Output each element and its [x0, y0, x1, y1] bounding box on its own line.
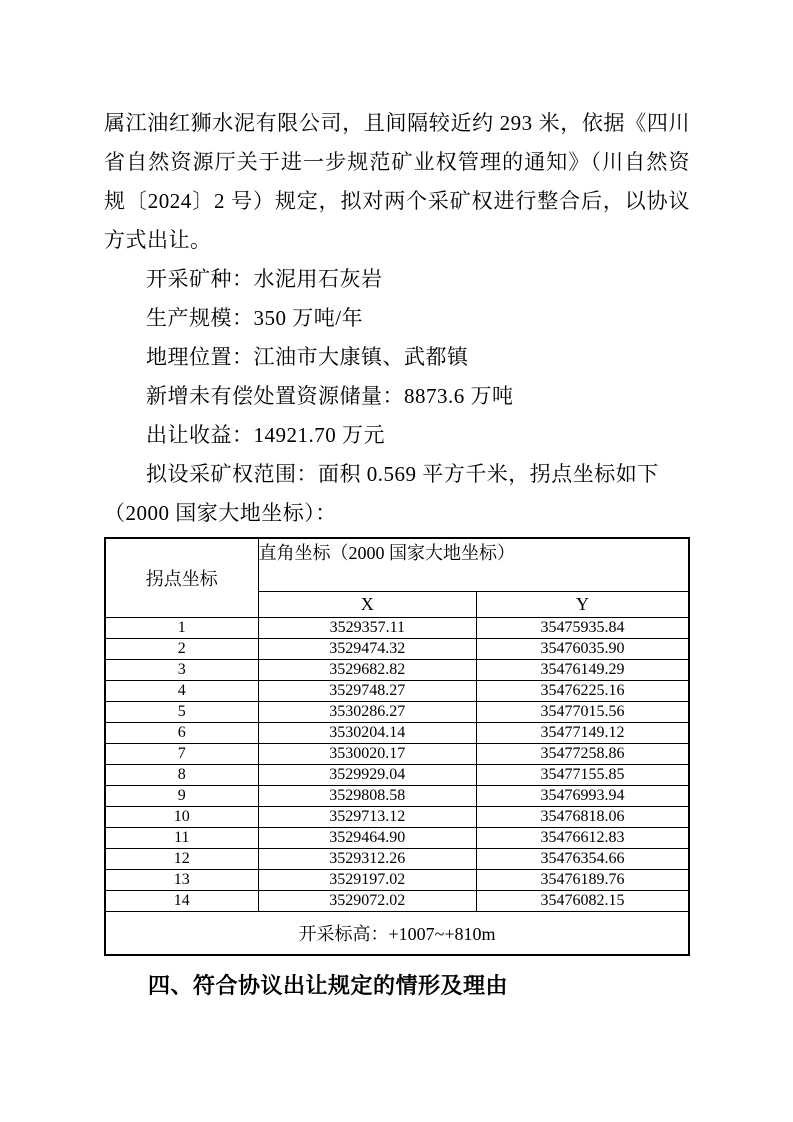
table-row [105, 849, 689, 870]
item-transfer-income: 出让收益：14921.70 万元 [146, 423, 385, 447]
intro-paragraph: 属江油红狮水泥有限公司，且间隔较近约 293 米，依据《四川省自然资源厅关于进一步规范矿业权管理的通知》（川自然资规〔2024〕2 号）规定，拟对两个采矿权进行整合后，以协议方式出让。 [104, 111, 690, 252]
point-number-cell: 2 [105, 639, 258, 660]
table-row [105, 639, 689, 660]
y-value-cell: 35475935.84 [477, 618, 689, 639]
table-row [105, 828, 689, 849]
x-value-cell: 3530204.14 [258, 723, 476, 744]
y-value-cell: 35476354.66 [477, 849, 689, 870]
x-value-cell: 3529808.58 [258, 786, 476, 807]
y-value-cell: 35476225.16 [477, 681, 689, 702]
y-value-cell: 35476149.29 [477, 660, 689, 681]
x-value-cell: 3529357.11 [258, 618, 476, 639]
point-number-cell: 7 [105, 744, 258, 765]
x-value-cell: 3529929.04 [258, 765, 476, 786]
point-number-cell: 12 [105, 849, 258, 870]
y-value-cell: 35477258.86 [477, 744, 689, 765]
item-production-scale: 生产规模：350 万吨/年 [146, 306, 364, 330]
table-row [105, 723, 689, 744]
point-number-cell: 13 [105, 870, 258, 891]
point-number-cell: 14 [105, 891, 258, 912]
mining-elevation-note: 开采标高：+1007~+810m [105, 912, 689, 956]
x-value-cell: 3530286.27 [258, 702, 476, 723]
x-value-cell: 3529748.27 [258, 681, 476, 702]
point-number-cell: 3 [105, 660, 258, 681]
table-body [105, 618, 689, 912]
point-number-cell: 9 [105, 786, 258, 807]
point-number-cell: 6 [105, 723, 258, 744]
y-value-cell: 35476189.76 [477, 870, 689, 891]
point-number-cell: 1 [105, 618, 258, 639]
table-row [105, 702, 689, 723]
item-mining-mineral: 开采矿种：水泥用石灰岩 [146, 267, 383, 291]
point-number-cell: 4 [105, 681, 258, 702]
y-value-cell: 35476035.90 [477, 639, 689, 660]
range-paragraph: 拟设采矿权范围：面积 0.569 平方千米，拐点坐标如下（2000 国家大地坐标）： [104, 462, 659, 525]
x-value-cell: 3529474.32 [258, 639, 476, 660]
table-row [105, 765, 689, 786]
x-value-cell: 3530020.17 [258, 744, 476, 765]
x-value-cell: 3529197.02 [258, 870, 476, 891]
coordinates-table [104, 537, 690, 956]
item-geographic-location: 地理位置：江油市大康镇、武都镇 [146, 345, 469, 369]
item-added-resource-reserve: 新增未有偿处置资源储量：8873.6 万吨 [146, 384, 514, 408]
x-value-cell: 3529312.26 [258, 849, 476, 870]
y-value-cell: 35477149.12 [477, 723, 689, 744]
table-row [105, 681, 689, 702]
section-heading: 四、符合协议出让规定的情形及理由 [148, 973, 509, 998]
table-row [105, 618, 689, 639]
y-value-cell: 35476082.15 [477, 891, 689, 912]
x-value-cell: 3529682.82 [258, 660, 476, 681]
table-row [105, 744, 689, 765]
table-header-row-1 [105, 538, 689, 592]
point-number-cell: 5 [105, 702, 258, 723]
y-value-cell: 35476612.83 [477, 828, 689, 849]
x-column-header: X [258, 592, 476, 618]
y-value-cell: 35477155.85 [477, 765, 689, 786]
y-value-cell: 35476993.94 [477, 786, 689, 807]
table-row [105, 660, 689, 681]
y-value-cell: 35476818.06 [477, 807, 689, 828]
point-number-cell: 8 [105, 765, 258, 786]
point-number-cell: 11 [105, 828, 258, 849]
table-footer-row [105, 912, 689, 956]
point-number-cell: 10 [105, 807, 258, 828]
x-value-cell: 3529072.02 [258, 891, 476, 912]
x-value-cell: 3529464.90 [258, 828, 476, 849]
table-row [105, 807, 689, 828]
table-row [105, 891, 689, 912]
coordinate-system-header: 直角坐标（2000 国家大地坐标） [258, 538, 689, 592]
y-value-cell: 35477015.56 [477, 702, 689, 723]
table-row [105, 786, 689, 807]
y-column-header: Y [477, 592, 689, 618]
corner-points-header: 拐点坐标 [105, 538, 258, 618]
x-value-cell: 3529713.12 [258, 807, 476, 828]
table-row [105, 870, 689, 891]
